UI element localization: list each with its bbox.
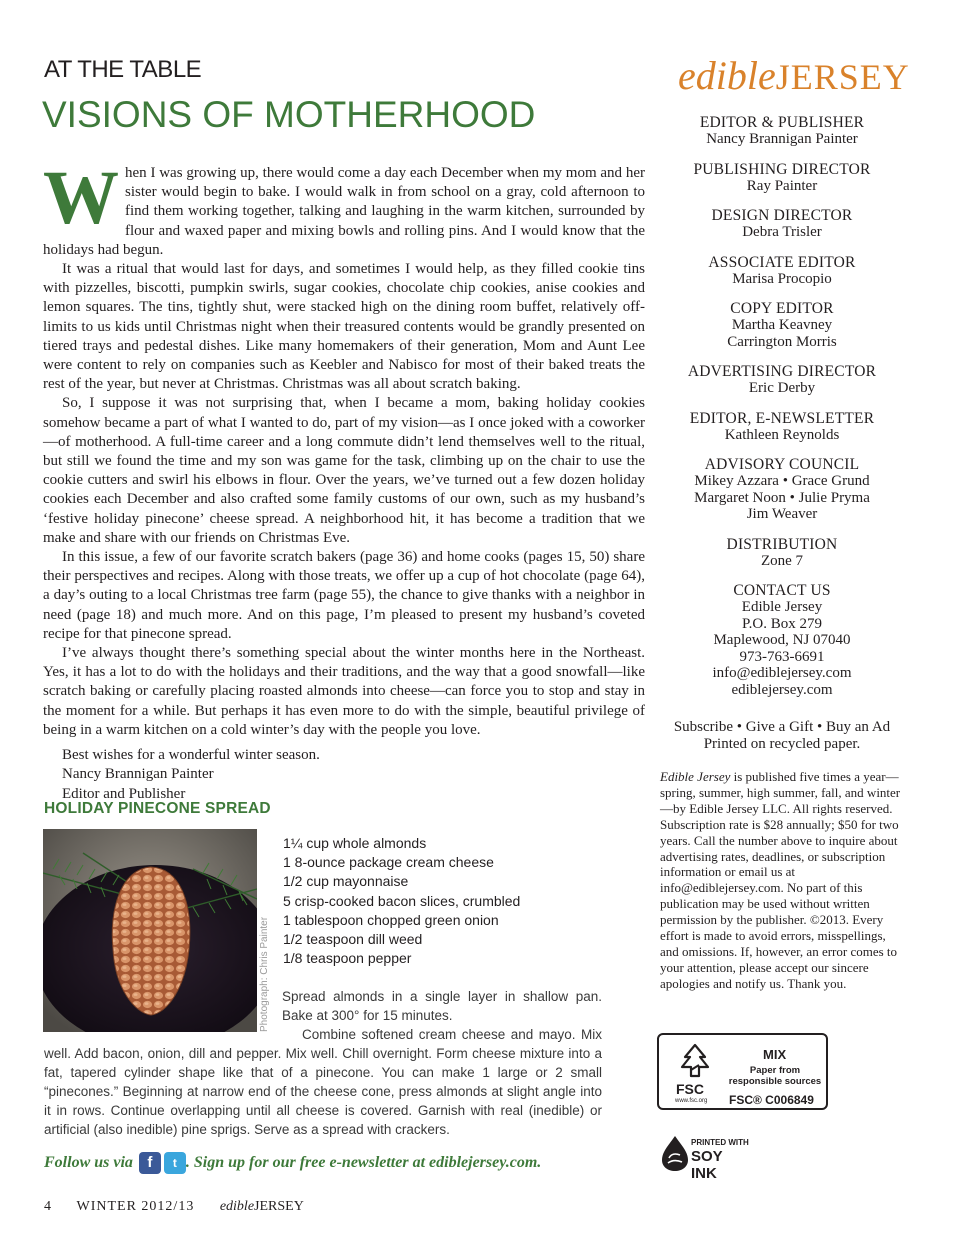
ingredient-item: 1¼ cup whole almonds — [283, 835, 427, 851]
fsc-tree-icon — [677, 1043, 713, 1079]
signature-name: Nancy Brannigan Painter — [62, 766, 214, 783]
staff-role: EDITOR, E-NEWSLETTER — [689, 409, 875, 427]
ingredient-item: 1/8 teaspoon pepper — [283, 950, 412, 967]
ingredient-list — [283, 834, 520, 968]
contact-email-link[interactable]: info@ediblejersey.com — [712, 665, 852, 681]
soy-ink-drop-icon — [660, 1134, 690, 1172]
soy-ink-text — [691, 1137, 751, 1182]
recipe-step-2-block — [44, 1025, 602, 1139]
fsc-mix: MIX — [763, 1047, 787, 1062]
staff-group — [662, 161, 902, 195]
subscribe-block — [662, 719, 902, 753]
staff-group — [662, 254, 902, 288]
editor-letter — [43, 156, 645, 804]
staff-role: PUBLISHING DIRECTOR — [693, 160, 871, 178]
letter-paragraph — [43, 156, 645, 260]
legal-notice — [660, 769, 904, 992]
fsc-url: www.fsc.org — [675, 1098, 708, 1104]
closing-line: Best wishes for a wonderful winter season. — [62, 747, 320, 764]
recycled-note: Printed on recycled paper. — [703, 736, 861, 752]
staff-name: Margaret Noon • Julie Pryma — [694, 489, 870, 506]
issue-label: WINTER 2012/13 — [76, 1199, 195, 1214]
staff-name: Eric Derby — [748, 380, 816, 396]
pinecone-illustration — [43, 829, 257, 1032]
soy-ink-badge — [660, 1134, 750, 1182]
staff-role: DISTRIBUTION — [726, 535, 838, 553]
recipe-title: HOLIDAY PINECONE SPREAD — [44, 800, 271, 817]
letter-paragraph: So, I suppose it was not surprising that, when I became a mom, baking holiday cookies somehow became a part of what I wanted to do, part of my vision—as I once joked with a coworker—of motherhood. A full-time career and a long commute didn’t lend themselves well to the ritual, but still we found the time and my son was game for the task, climbing up on the chair to use the cookie cutters and swirl his elbows in flour. Over the years, we’ve turned out a few dozen holiday cookies each December and also crafted some family customs of our own, such as my husband’s ‘festive holiday pinecone’ cheese spread. A neighborhood hit, it has become a tradition that we make and share with our friends on Christmas Eve. — [43, 395, 645, 546]
signature-title: Editor and Publisher — [62, 785, 186, 802]
staff-role: ASSOCIATE EDITOR — [708, 253, 856, 271]
drop-cap: W — [43, 156, 119, 240]
masthead-staff — [662, 114, 902, 711]
recipe-step-2: Combine softened cream cheese and mayo. Mix well. Add bacon, onion, dill and pepper. Mix well. Chill overnight. Form cheese mixture into a fat, tapered cylinder shape like that of a pinecone. You can make 1 large or 2 small “pinecones.” Beginning at narrow end of the cheese cone, press almonds at slight angle into it in rows. Continue overlapping until all cheese is covered. Garnish with real (inedible) or artificial (also inedible) pine sprigs. Serve as a spread with crackers. — [44, 1027, 602, 1137]
letter-paragraph: In this issue, a few of our favorite scratch bakers (page 36) and home cooks (pages 15, 50) share their perspectives and recipes. Along with those treats, we offer up a cup of hot chocolate (page 64), a day’s outing to a local Christmas tree farm (page 55), the chance to give thanks with a neighbor in need (page 18) and much more. And on this page, I’m pleased to present my husband’s coveted recipe for that pinecone spread. — [43, 549, 645, 642]
staff-name: Debra Trisler — [742, 224, 822, 240]
staff-group — [662, 114, 902, 148]
staff-role: CONTACT US — [733, 582, 831, 599]
edible-jersey-logo — [678, 52, 910, 99]
staff-group — [662, 363, 902, 397]
staff-name: Martha Keavney — [731, 317, 833, 333]
page-number: 4 — [44, 1199, 51, 1214]
logo-edible: edible — [678, 53, 776, 98]
folio-brand-italic: edible — [219, 1199, 255, 1214]
ingredient-item: 1/2 teaspoon dill weed — [283, 931, 423, 948]
contact-line: Maplewood, NJ 07040 — [713, 632, 851, 648]
staff-role: DESIGN DIRECTOR — [711, 207, 853, 224]
staff-group — [662, 207, 902, 241]
soy-ink-line1: PRINTED WITH — [691, 1138, 749, 1147]
newsletter-signup-text: . Sign up for our free e-newsletter at ediblejersey.com. — [185, 1154, 542, 1171]
staff-name: Zone 7 — [760, 552, 804, 569]
fsc-word: FSC — [676, 1081, 704, 1097]
staff-role: EDITOR & PUBLISHER — [699, 114, 865, 131]
facebook-icon[interactable]: f — [139, 1152, 161, 1174]
staff-name: Kathleen Reynolds — [724, 426, 840, 443]
staff-name: Nancy Brannigan Painter — [706, 131, 858, 147]
fsc-code: FSC® C006849 — [729, 1093, 814, 1107]
social-footer — [44, 1152, 541, 1174]
staff-name: Marisa Procopio — [732, 270, 832, 287]
ingredient-item: 1 8-ounce package cream cheese — [283, 854, 494, 871]
soy-ink-line2: SOY INK — [691, 1148, 723, 1182]
letter-paragraph-text: hen I was growing up, there would come a day each December when my mom and her sister would begin to bake. I would walk in from school on a gray, cold afternoon to find them working together, talking and laughing in the warm kitchen, surrounded by flour and waxed paper and mixing bowls and rolling pins. And I would know that the holidays had begun. — [43, 165, 645, 258]
website-link[interactable]: ediblejersey.com — [731, 681, 833, 698]
recipe-step-1: Spread almonds in a single layer in shallow pan. Bake at 300° for 15 minutes. — [282, 989, 602, 1023]
contact-line: Edible Jersey — [741, 599, 823, 615]
article-title: VISIONS OF MOTHERHOOD — [42, 94, 536, 135]
staff-role: COPY EDITOR — [730, 300, 834, 317]
legal-text: is published five times a year—spring, summer, high summer, fall, and winter—by Edible Jersey LLC. All rights reserved. Subscription rate is $28 annually; $50 for two years. Call the number above to inquire about advertising rates, deadlines, or subscription information or email us at info@ediblejersey.com. No part of this publication may be used without written permission by the publisher. ©2013. Every effort is made to avoid errors, misspellings, and omissions. If, however, an error comes to your attention, please accept our sincere apologies and notify us. Thank you. — [660, 769, 901, 991]
letter-paragraph: I’ve always thought there’s something special about the winter months here in the Northeast. Yes, it has a lot to do with the holidays and their traditions, and the way that a good snowfall—like scratch baking or carefully placing roasted almonds into cheese—can force you to stop and stay in the moment for a while. But perhaps it has even more to do with the simple, beautiful privilege of being in a warm kitchen on a cold winter’s day with the people you love. — [43, 645, 645, 738]
logo-jersey: JERSEY — [775, 57, 910, 97]
twitter-icon[interactable]: t — [164, 1152, 186, 1174]
staff-role: ADVISORY COUNCIL — [704, 456, 860, 473]
page-folio — [44, 1199, 304, 1215]
pinecone-photo — [43, 829, 257, 1032]
folio-brand-caps: JERSEY — [254, 1199, 304, 1214]
subscribe-links[interactable]: Subscribe • Give a Gift • Buy an Ad — [673, 719, 891, 735]
staff-name: Mikey Azzara • Grace Grund — [694, 473, 870, 489]
contact-line: P.O. Box 279 — [741, 615, 823, 632]
staff-name: Jim Weaver — [746, 506, 818, 522]
contact-phone: 973-763-6691 — [739, 648, 825, 665]
fsc-badge — [657, 1033, 828, 1110]
legal-publication-name: Edible Jersey — [660, 769, 731, 784]
staff-role: ADVERTISING DIRECTOR — [687, 363, 877, 380]
fsc-paper: Paper from responsible sources — [728, 1065, 822, 1087]
staff-group — [662, 536, 902, 570]
staff-name: Carrington Morris — [727, 333, 837, 350]
follow-label: Follow us via — [44, 1154, 133, 1171]
ingredient-item: 1 tablespoon chopped green onion — [283, 911, 499, 928]
section-label: AT THE TABLE — [44, 56, 202, 83]
staff-group — [662, 300, 902, 350]
contact-group — [662, 582, 902, 698]
staff-name: Ray Painter — [746, 177, 818, 194]
staff-group — [662, 410, 902, 444]
staff-group — [662, 456, 902, 523]
photo-credit: Photograph: Chris Painter — [259, 916, 270, 1032]
ingredient-item: 1/2 cup mayonnaise — [283, 873, 409, 890]
letter-paragraph: It was a ritual that would last for days, and sometimes I would help, as they filled cookie tins with pizzelles, biscotti, pumpkin swirls, sugar cookies, chocolate chip cookies, anise cookies and lemon squares. The tins, tightly shut, were stacked high on the dining room buffet, relatively off-limits to us kids until Christmas night when their treasured contents would be grandly presented on tiered trays and pedestal dishes. Like many homemakers of their generation, Mom and Aunt Lee were content to rely on companies such as Keebler and Nabisco for most of their baked treats the rest of the year, but never at Christmas. Christmas was all about scratch baking. — [43, 261, 645, 393]
ingredient-item: 5 crisp-cooked bacon slices, crumbled — [283, 892, 521, 909]
